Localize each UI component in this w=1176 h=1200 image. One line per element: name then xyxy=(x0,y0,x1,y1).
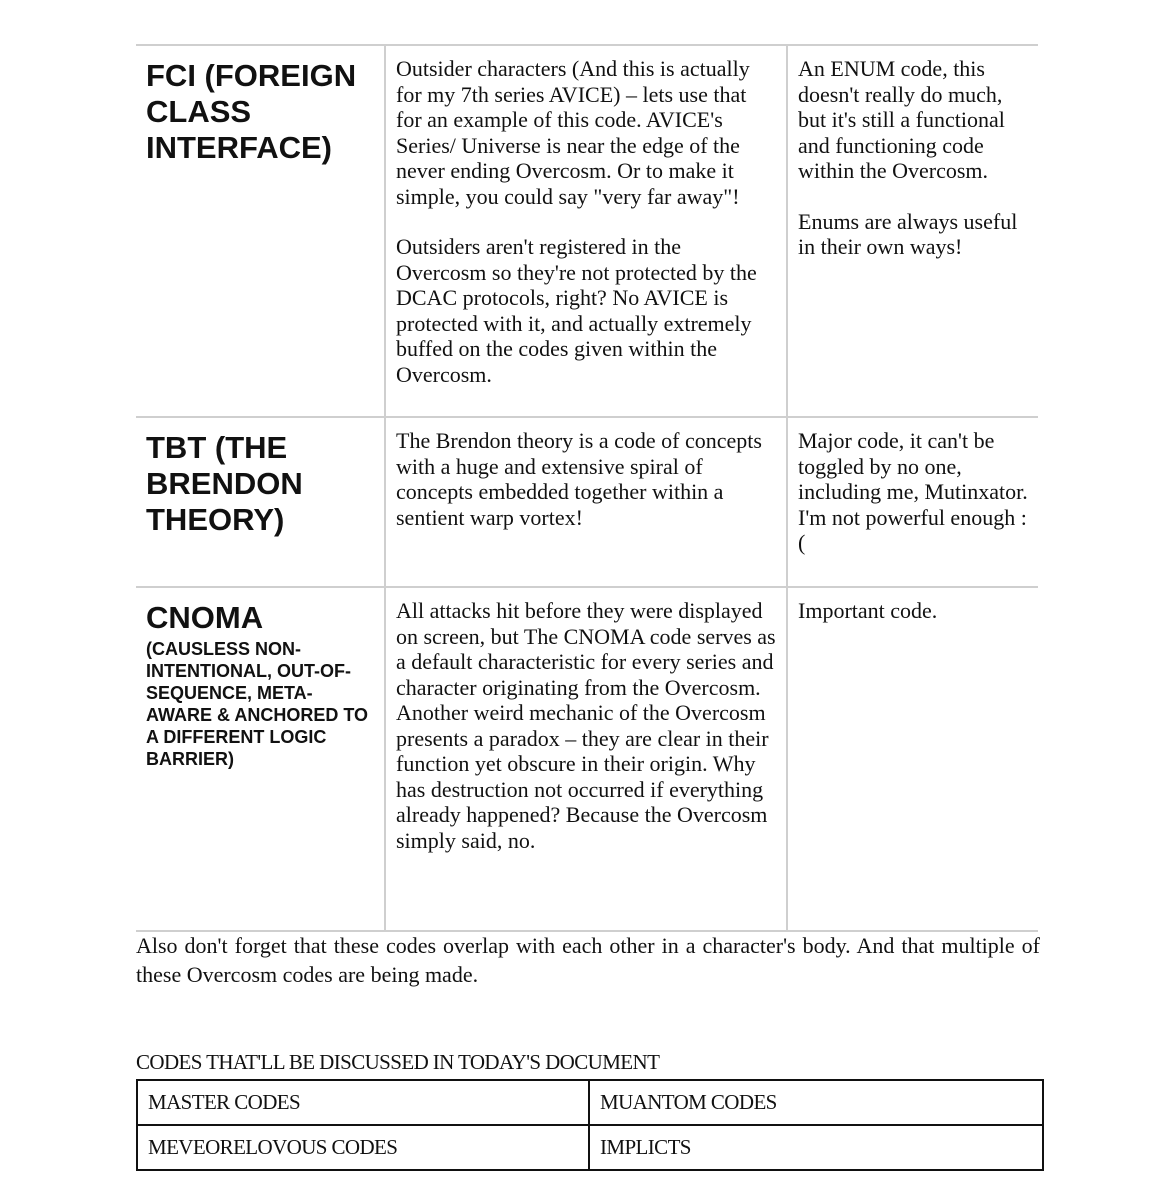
note-paragraph: Important code. xyxy=(798,598,938,623)
discussed-codes-heading: CODES THAT'LL BE DISCUSSED IN TODAY'S DOCUMENT xyxy=(136,1050,660,1074)
discussed-code-cell: MUANTOM CODES xyxy=(589,1080,1043,1125)
code-name-cell xyxy=(136,417,385,587)
code-description-cell xyxy=(385,587,787,931)
description-paragraph: Outsiders aren't registered in the Overcosm so they're not protected by the DCAC protocols, right? No AVICE is protected with it, and actually extremely buffed on the codes given within the Overcosm. xyxy=(396,234,757,387)
code-name-cell xyxy=(136,587,385,931)
code-note-cell xyxy=(787,587,1038,931)
code-note-cell xyxy=(787,45,1038,417)
table-row-fci xyxy=(136,45,1038,417)
discussed-code-cell: IMPLICTS xyxy=(589,1125,1043,1170)
table-row-tbt xyxy=(136,417,1038,587)
table-row xyxy=(137,1080,1043,1125)
footer-paragraph: Also don't forget that these codes overlap with each other in a character's body. And that multiple of these Overcosm codes are being made. xyxy=(136,933,1040,987)
discussed-code-cell: MASTER CODES xyxy=(137,1080,589,1125)
code-name-cell xyxy=(136,45,385,417)
note-paragraph: Major code, it can't be toggled by no one, including me, Mutinxator. I'm not powerful enough :( xyxy=(798,428,1028,555)
code-name: FCI (FOREIGN CLASS INTERFACE) xyxy=(146,58,357,165)
code-name: CNOMA xyxy=(146,600,264,635)
table-row xyxy=(137,1125,1043,1170)
description-paragraph: The Brendon theory is a code of concepts with a huge and extensive spiral of concepts embedded together within a sentient warp vortex! xyxy=(396,428,762,530)
code-description-cell xyxy=(385,45,787,417)
code-name: TBT (THE BRENDON THEORY) xyxy=(146,430,303,537)
code-note-cell xyxy=(787,417,1038,587)
code-description-cell xyxy=(385,417,787,587)
description-paragraph: All attacks hit before they were displayed on screen, but The CNOMA code serves as a default characteristic for every series and character originating from the Overcosm. Another weird mechanic of the Overcosm presents a paradox – they are clear in their function yet obscure in their origin. Why has destruction not occurred if everything already happened? Because the Overcosm simply said, no. xyxy=(396,598,776,853)
table-row-cnoma xyxy=(136,587,1038,931)
note-paragraph: Enums are always useful in their own ways! xyxy=(798,208,1018,259)
description-paragraph: Outsider characters (And this is actually for my 7th series AVICE) – lets use that for an example of this code. AVICE's Series/ Universe is near the edge of the never ending Overcosm. Or to make it simple, you could say "very far away"! xyxy=(396,56,750,209)
note-paragraph: An ENUM code, this doesn't really do much, but it's still a functional and functioning code within the Overcosm. xyxy=(798,56,1005,183)
code-name-expansion: (CAUSLESS NON-INTENTIONAL, OUT-OF-SEQUENCE, META-AWARE & ANCHORED TO A DIFFERENT LOGIC BARRIER) xyxy=(146,639,369,769)
discussed-code-cell: MEVEORELOVOUS CODES xyxy=(137,1125,589,1170)
codes-table xyxy=(136,44,1038,932)
discussed-codes-table xyxy=(136,1079,1044,1171)
